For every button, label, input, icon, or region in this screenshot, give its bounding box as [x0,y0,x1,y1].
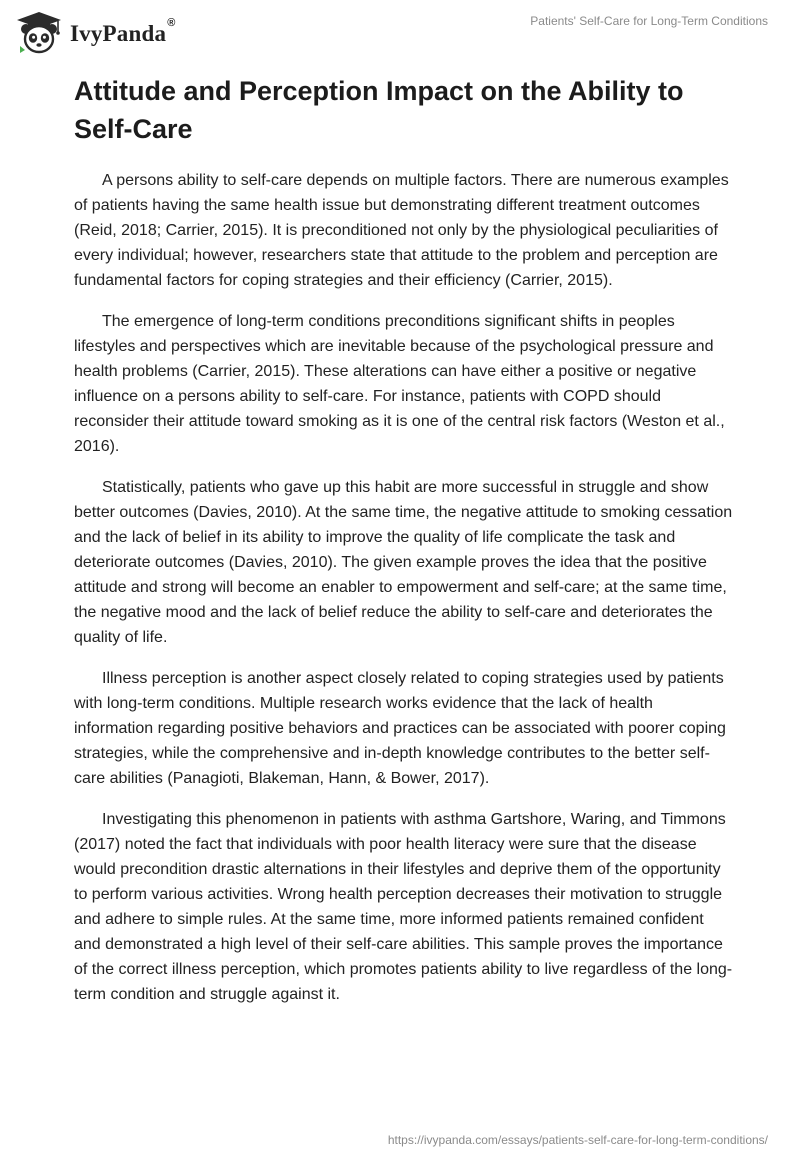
brand-name-text: IvyPanda [70,21,167,46]
brand-name [70,17,176,47]
page-header [0,0,800,64]
brand-logo[interactable] [14,10,176,56]
paragraph: Statistically, patients who gave up this habit are more successful in struggle and show better outcomes (Davies, 2010). At the same time, the negative attitude to smoking cessation and the lack of belief in its ability to improve the quality of life complicate the task and deteriorate outcomes (Davies, 2010). The given example proves the idea that the positive attitude and strong will become an enabler to empowerment and self-care; at the same time, the negative mood and the lack of belief reduce the ability to self-care and deteriorates the quality of life. [74,479,733,646]
paragraph: Illness perception is another aspect closely related to coping strategies used by patients with long-term conditions. Multiple research works evidence that the lack of health information regarding positive behaviors and practices can be associated with poorer coping strategies, while the comprehensive and in-depth knowledge contributes to the better self-care abilities (Panagioti, Blakeman, Hann, & Bower, 2017). [74,670,726,787]
article-body [74,72,734,1023]
paragraph: The emergence of long-term conditions preconditions significant shifts in peoples lifestyles and perspectives which are inevitable because of the psychological pressure and health problems (Carrier, 2015). These alterations can have either a positive or negative influence on a persons ability to self-care. For instance, patients with COPD should reconsider their attitude toward smoking as it is one of the central risk factors (Weston et al., 2016). [74,313,725,455]
paragraph: Investigating this phenomenon in patients with asthma Gartshore, Waring, and Timmons (2017) noted the fact that individuals with poor health literacy were sure that the disease would precondition drastic alternations in their lifestyles and deprive them of the opportunity to perform various activities. Wrong health perception decreases their motivation to struggle and adhere to simple rules. At the same time, more informed patients remained confident and demonstrated a high level of their self-care abilities. This sample proves the importance of the correct illness perception, which promotes patients ability to live regardless of the long-term condition and struggle against it. [74,811,733,1003]
source-url[interactable]: https://ivypanda.com/essays/patients-self-care-for-long-term-conditions/ [387,1133,768,1147]
registered-mark: ® [167,17,176,29]
article-title: Attitude and Perception Impact on the Ability to Self-Care [74,76,684,144]
panda-graduate-logo-icon [14,10,64,56]
paragraph: A persons ability to self-care depends on multiple factors. There are numerous examples of patients having the same health issue but demonstrating different treatment outcomes (Reid, 2018; Carrier, 2015). It is preconditioned not only by the physiological peculiarities of every individual; however, researchers state that attitude to the problem and perception are fundamental factors for coping strategies and their efficiency (Carrier, 2015). [74,172,729,289]
running-title: Patients' Self-Care for Long-Term Conditions [530,14,768,28]
